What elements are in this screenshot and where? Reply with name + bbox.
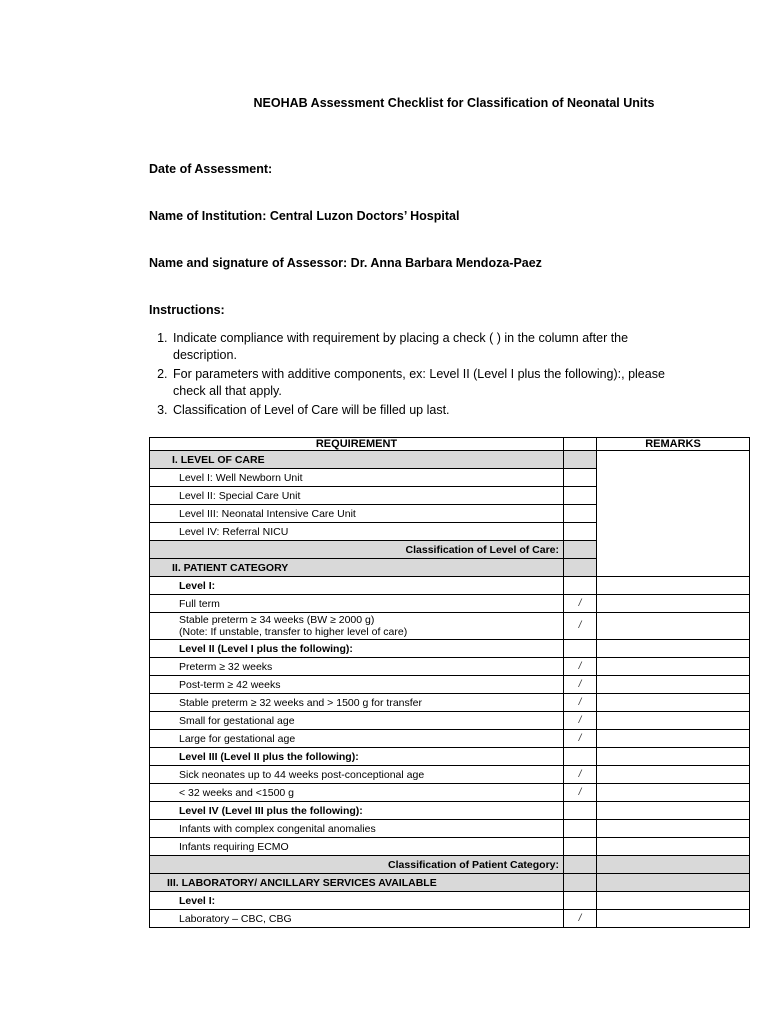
table-row — [150, 676, 750, 694]
check-cell[interactable] — [564, 856, 597, 874]
remarks-cell[interactable] — [597, 838, 750, 856]
instruction-item: 2. For parameters with additive components, ex: Level II (Level I plus the following):, please check all that apply. — [171, 366, 669, 400]
check-cell[interactable] — [564, 505, 597, 523]
level-heading: Level I: — [150, 892, 564, 910]
check-mark[interactable]: / — [564, 658, 597, 676]
date-of-assessment-label: Date of Assessment: — [149, 162, 273, 176]
table-row — [150, 820, 750, 838]
remarks-cell[interactable] — [597, 766, 750, 784]
check-mark[interactable]: / — [564, 694, 597, 712]
requirement-item: Stable preterm ≥ 32 weeks and > 1500 g for transfer — [150, 694, 564, 712]
table-row — [150, 730, 750, 748]
requirement-item: Level IV: Referral NICU — [150, 523, 564, 541]
table-row — [150, 838, 750, 856]
section-row — [150, 451, 750, 469]
requirement-item: Full term — [150, 595, 564, 613]
remarks-cell[interactable] — [597, 910, 750, 928]
requirement-item — [150, 613, 564, 640]
requirement-item: Level II: Special Care Unit — [150, 487, 564, 505]
remarks-cell[interactable] — [597, 784, 750, 802]
remarks-cell[interactable] — [597, 694, 750, 712]
table-row — [150, 802, 750, 820]
table-row — [150, 910, 750, 928]
check-mark[interactable]: / — [564, 595, 597, 613]
instruction-item: 3. Classification of Level of Care will be filled up last. — [171, 402, 669, 419]
table-row — [150, 595, 750, 613]
check-cell[interactable] — [564, 802, 597, 820]
requirement-item: < 32 weeks and <1500 g — [150, 784, 564, 802]
check-mark[interactable]: / — [564, 730, 597, 748]
requirement-item: Preterm ≥ 32 weeks — [150, 658, 564, 676]
requirement-item: Level I: Well Newborn Unit — [150, 469, 564, 487]
requirement-item: Infants with complex congenital anomalies — [150, 820, 564, 838]
instruction-item: 1. Indicate compliance with requirement by placing a check ( ) in the column after the description. — [171, 330, 669, 364]
remarks-cell[interactable] — [597, 856, 750, 874]
remarks-cell[interactable] — [597, 577, 750, 595]
level-heading: Level II (Level I plus the following): — [150, 640, 564, 658]
check-cell[interactable] — [564, 541, 597, 559]
classification-label: Classification of Patient Category: — [150, 856, 564, 874]
remarks-cell[interactable] — [597, 802, 750, 820]
section-row — [150, 874, 750, 892]
remarks-cell[interactable] — [597, 712, 750, 730]
requirement-note: (Note: If unstable, transfer to higher level of care) — [179, 626, 408, 638]
check-mark[interactable]: / — [564, 712, 597, 730]
requirement-item: Laboratory – CBC, CBG — [150, 910, 564, 928]
table-row — [150, 892, 750, 910]
remarks-cell[interactable] — [597, 676, 750, 694]
section-title: II. PATIENT CATEGORY — [150, 559, 564, 577]
check-cell[interactable] — [564, 874, 597, 892]
remarks-cell[interactable] — [597, 613, 750, 640]
requirement-item: Sick neonates up to 44 weeks post-conceptional age — [150, 766, 564, 784]
table-row — [150, 640, 750, 658]
remarks-cell[interactable] — [597, 820, 750, 838]
check-cell[interactable] — [564, 523, 597, 541]
remarks-cell[interactable] — [597, 874, 750, 892]
check-cell[interactable] — [564, 451, 597, 469]
table-header-row — [150, 438, 750, 451]
requirement-item: Large for gestational age — [150, 730, 564, 748]
check-cell[interactable] — [564, 559, 597, 577]
check-mark[interactable]: / — [564, 784, 597, 802]
document-title: NEOHAB Assessment Checklist for Classification of Neonatal Units — [253, 96, 655, 110]
check-mark[interactable]: / — [564, 676, 597, 694]
remarks-cell[interactable] — [597, 451, 750, 577]
requirement-item: Post-term ≥ 42 weeks — [150, 676, 564, 694]
remarks-cell[interactable] — [597, 892, 750, 910]
level-heading: Level I: — [150, 577, 564, 595]
institution-name: Name of Institution: Central Luzon Doctors’ Hospital — [149, 209, 460, 223]
check-mark[interactable]: / — [564, 766, 597, 784]
check-mark[interactable] — [564, 820, 597, 838]
check-mark[interactable]: / — [564, 613, 597, 640]
table-row — [150, 766, 750, 784]
table-row — [150, 658, 750, 676]
remarks-cell[interactable] — [597, 730, 750, 748]
level-heading: Level III (Level II plus the following): — [150, 748, 564, 766]
requirement-item: Infants requiring ECMO — [150, 838, 564, 856]
header-requirement: REQUIREMENT — [150, 438, 564, 451]
section-title: III. LABORATORY/ ANCILLARY SERVICES AVAILABLE — [150, 874, 564, 892]
remarks-cell[interactable] — [597, 658, 750, 676]
check-cell[interactable] — [564, 640, 597, 658]
table-row — [150, 784, 750, 802]
level-heading: Level IV (Level III plus the following): — [150, 802, 564, 820]
check-mark[interactable]: / — [564, 910, 597, 928]
assessor-name: Name and signature of Assessor: Dr. Anna Barbara Mendoza-Paez — [149, 256, 542, 270]
table-row — [150, 694, 750, 712]
header-remarks: REMARKS — [597, 438, 750, 451]
table-row — [150, 613, 750, 640]
check-cell[interactable] — [564, 487, 597, 505]
instructions-label: Instructions: — [149, 303, 225, 317]
checklist-table — [149, 437, 750, 928]
check-cell[interactable] — [564, 577, 597, 595]
header-check — [564, 438, 597, 451]
check-mark[interactable] — [564, 838, 597, 856]
classification-label: Classification of Level of Care: — [150, 541, 564, 559]
remarks-cell[interactable] — [597, 640, 750, 658]
requirement-label: Stable preterm ≥ 34 weeks (BW ≥ 2000 g) — [179, 614, 375, 626]
remarks-cell[interactable] — [597, 595, 750, 613]
table-row — [150, 748, 750, 766]
instructions-list — [149, 330, 669, 421]
table-row — [150, 577, 750, 595]
check-cell[interactable] — [564, 469, 597, 487]
section-title: I. LEVEL OF CARE — [150, 451, 564, 469]
requirement-item: Level III: Neonatal Intensive Care Unit — [150, 505, 564, 523]
table-row — [150, 712, 750, 730]
check-cell[interactable] — [564, 748, 597, 766]
classification-row — [150, 856, 750, 874]
requirement-item: Small for gestational age — [150, 712, 564, 730]
remarks-cell[interactable] — [597, 748, 750, 766]
check-cell[interactable] — [564, 892, 597, 910]
